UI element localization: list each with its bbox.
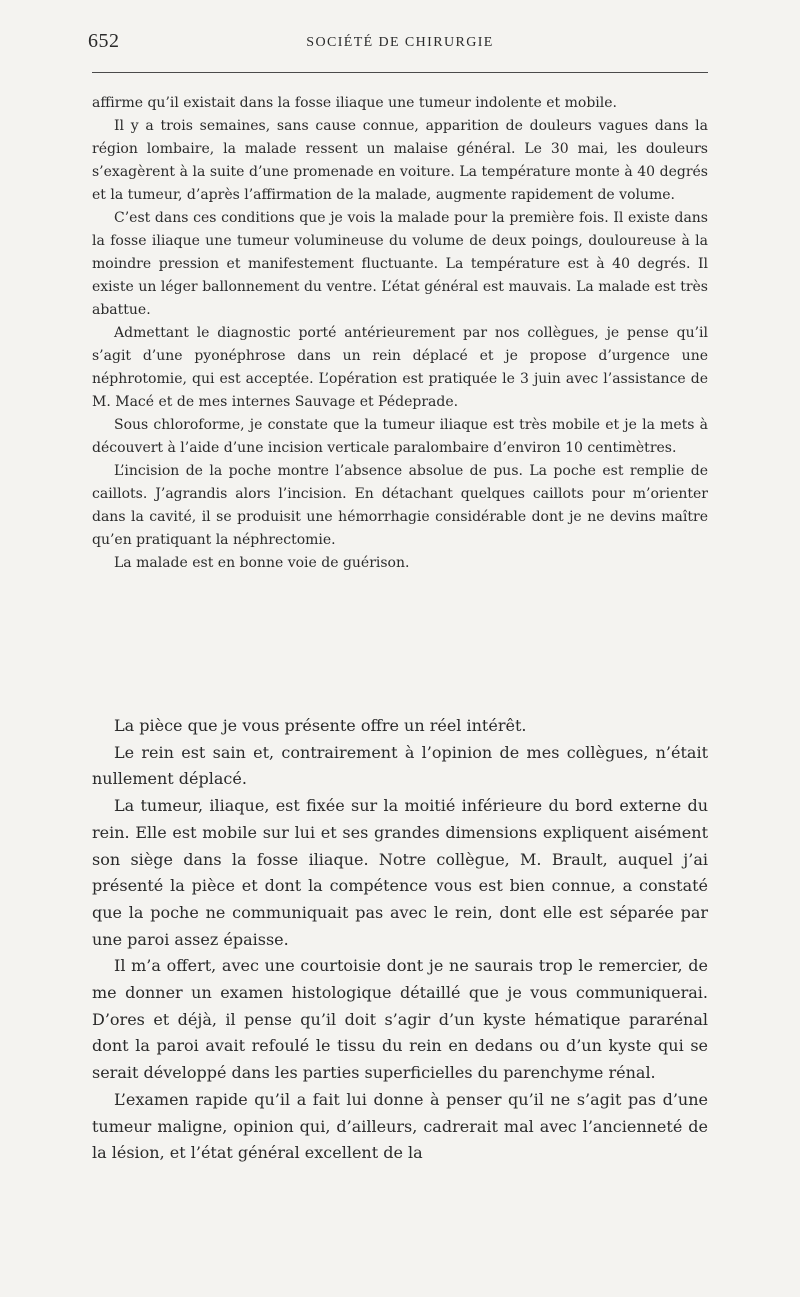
running-title: SOCIÉTÉ DE CHIRURGIE (306, 35, 494, 50)
case-paragraph: La malade est en bonne voie de guérison. (114, 555, 410, 571)
case-paragraph: Il y a trois semaines, sans cause connue, apparition de douleurs vagues dans la région lombaire, la malade ressent un malaise général. Le 30 mai, les douleurs s’exagèrent à la suite d’une promenade en voiture. La température monte à 40 degrés et la tumeur, d’après l’affirmation de la malade, augmente rapidement de volume. (92, 118, 708, 203)
discussion-paragraph: Le rein est sain et, contrairement à l’opinion de mes collègues, n’était nullement déplacé. (92, 742, 708, 789)
case-paragraph-continuation: affirme qu’il existait dans la fosse iliaque une tumeur indolente et mobile. (92, 95, 617, 111)
header-rule (92, 72, 708, 73)
case-paragraph: Sous chloroforme, je constate que la tumeur iliaque est très mobile et je la mets à découvert à l’aide d’une incision verticale paralombaire d’environ 10 centimètres. (92, 417, 708, 456)
discussion-paragraph: La tumeur, iliaque, est fixée sur la moitié inférieure du bord externe du rein. Elle est mobile sur lui et ses grandes dimensions expliquent aisément son siège dans la fosse iliaque. Notre collègue, M. Brault, auquel j’ai présenté la pièce et dont la compétence vous est bien connue, a constaté que la poche ne communiquait pas avec le rein, dont elle est séparée par une paroi assez épaisse. (92, 796, 708, 949)
case-paragraph: C’est dans ces conditions que je vois la malade pour la première fois. Il existe dans la fosse iliaque une tumeur volumineuse du volume de deux poings, douloureuse à la moindre pression et manifestement fluctuante. La température est à 40 degrés. Il existe un léger ballonnement du ventre. L’état général est mauvais. La malade est très abattue. (92, 210, 708, 318)
case-paragraph: Admettant le diagnostic porté antérieurement par nos collègues, je pense qu’il s’agit d’une pyonéphrose dans un rein déplacé et je propose d’urgence une néphrotomie, qui est acceptée. L’opération est pratiquée le 3 juin avec l’assistance de M. Macé et de mes internes Sauvage et Pédeprade. (92, 325, 708, 410)
discussion-paragraph: La pièce que je vous présente offre un réel intérêt. (114, 716, 527, 735)
discussion-paragraph: Il m’a offert, avec une courtoisie dont je ne saurais trop le remercier, de me donner un examen histologique détaillé que je vous communiquerai. D’ores et déjà, il pense qu’il doit s’agir d’un kyste hématique pararénal dont la paroi avait refoulé le tissu du rein en dedans ou d’un kyste qui se serait développé dans les parties superficielles du parenchyme rénal. (92, 956, 708, 1083)
case-paragraph: L’incision de la poche montre l’absence absolue de pus. La poche est remplie de caillots. J’agrandis alors l’incision. En détachant quelques caillots pour m’orienter dans la cavité, il se produisit une hémorrhagie considérable dont je ne devins maître qu’en pratiquant la néphrectomie. (92, 463, 708, 548)
case-report-section (92, 92, 708, 575)
discussion-section (92, 713, 708, 1167)
discussion-paragraph: L’examen rapide qu’il a fait lui donne à penser qu’il ne s’agit pas d’une tumeur maligne, opinion qui, d’ailleurs, cadrerait mal avec l’ancienneté de la lésion, et l’état général excellent de la (92, 1089, 708, 1163)
page-header (88, 30, 708, 54)
page-number: 652 (88, 30, 120, 52)
